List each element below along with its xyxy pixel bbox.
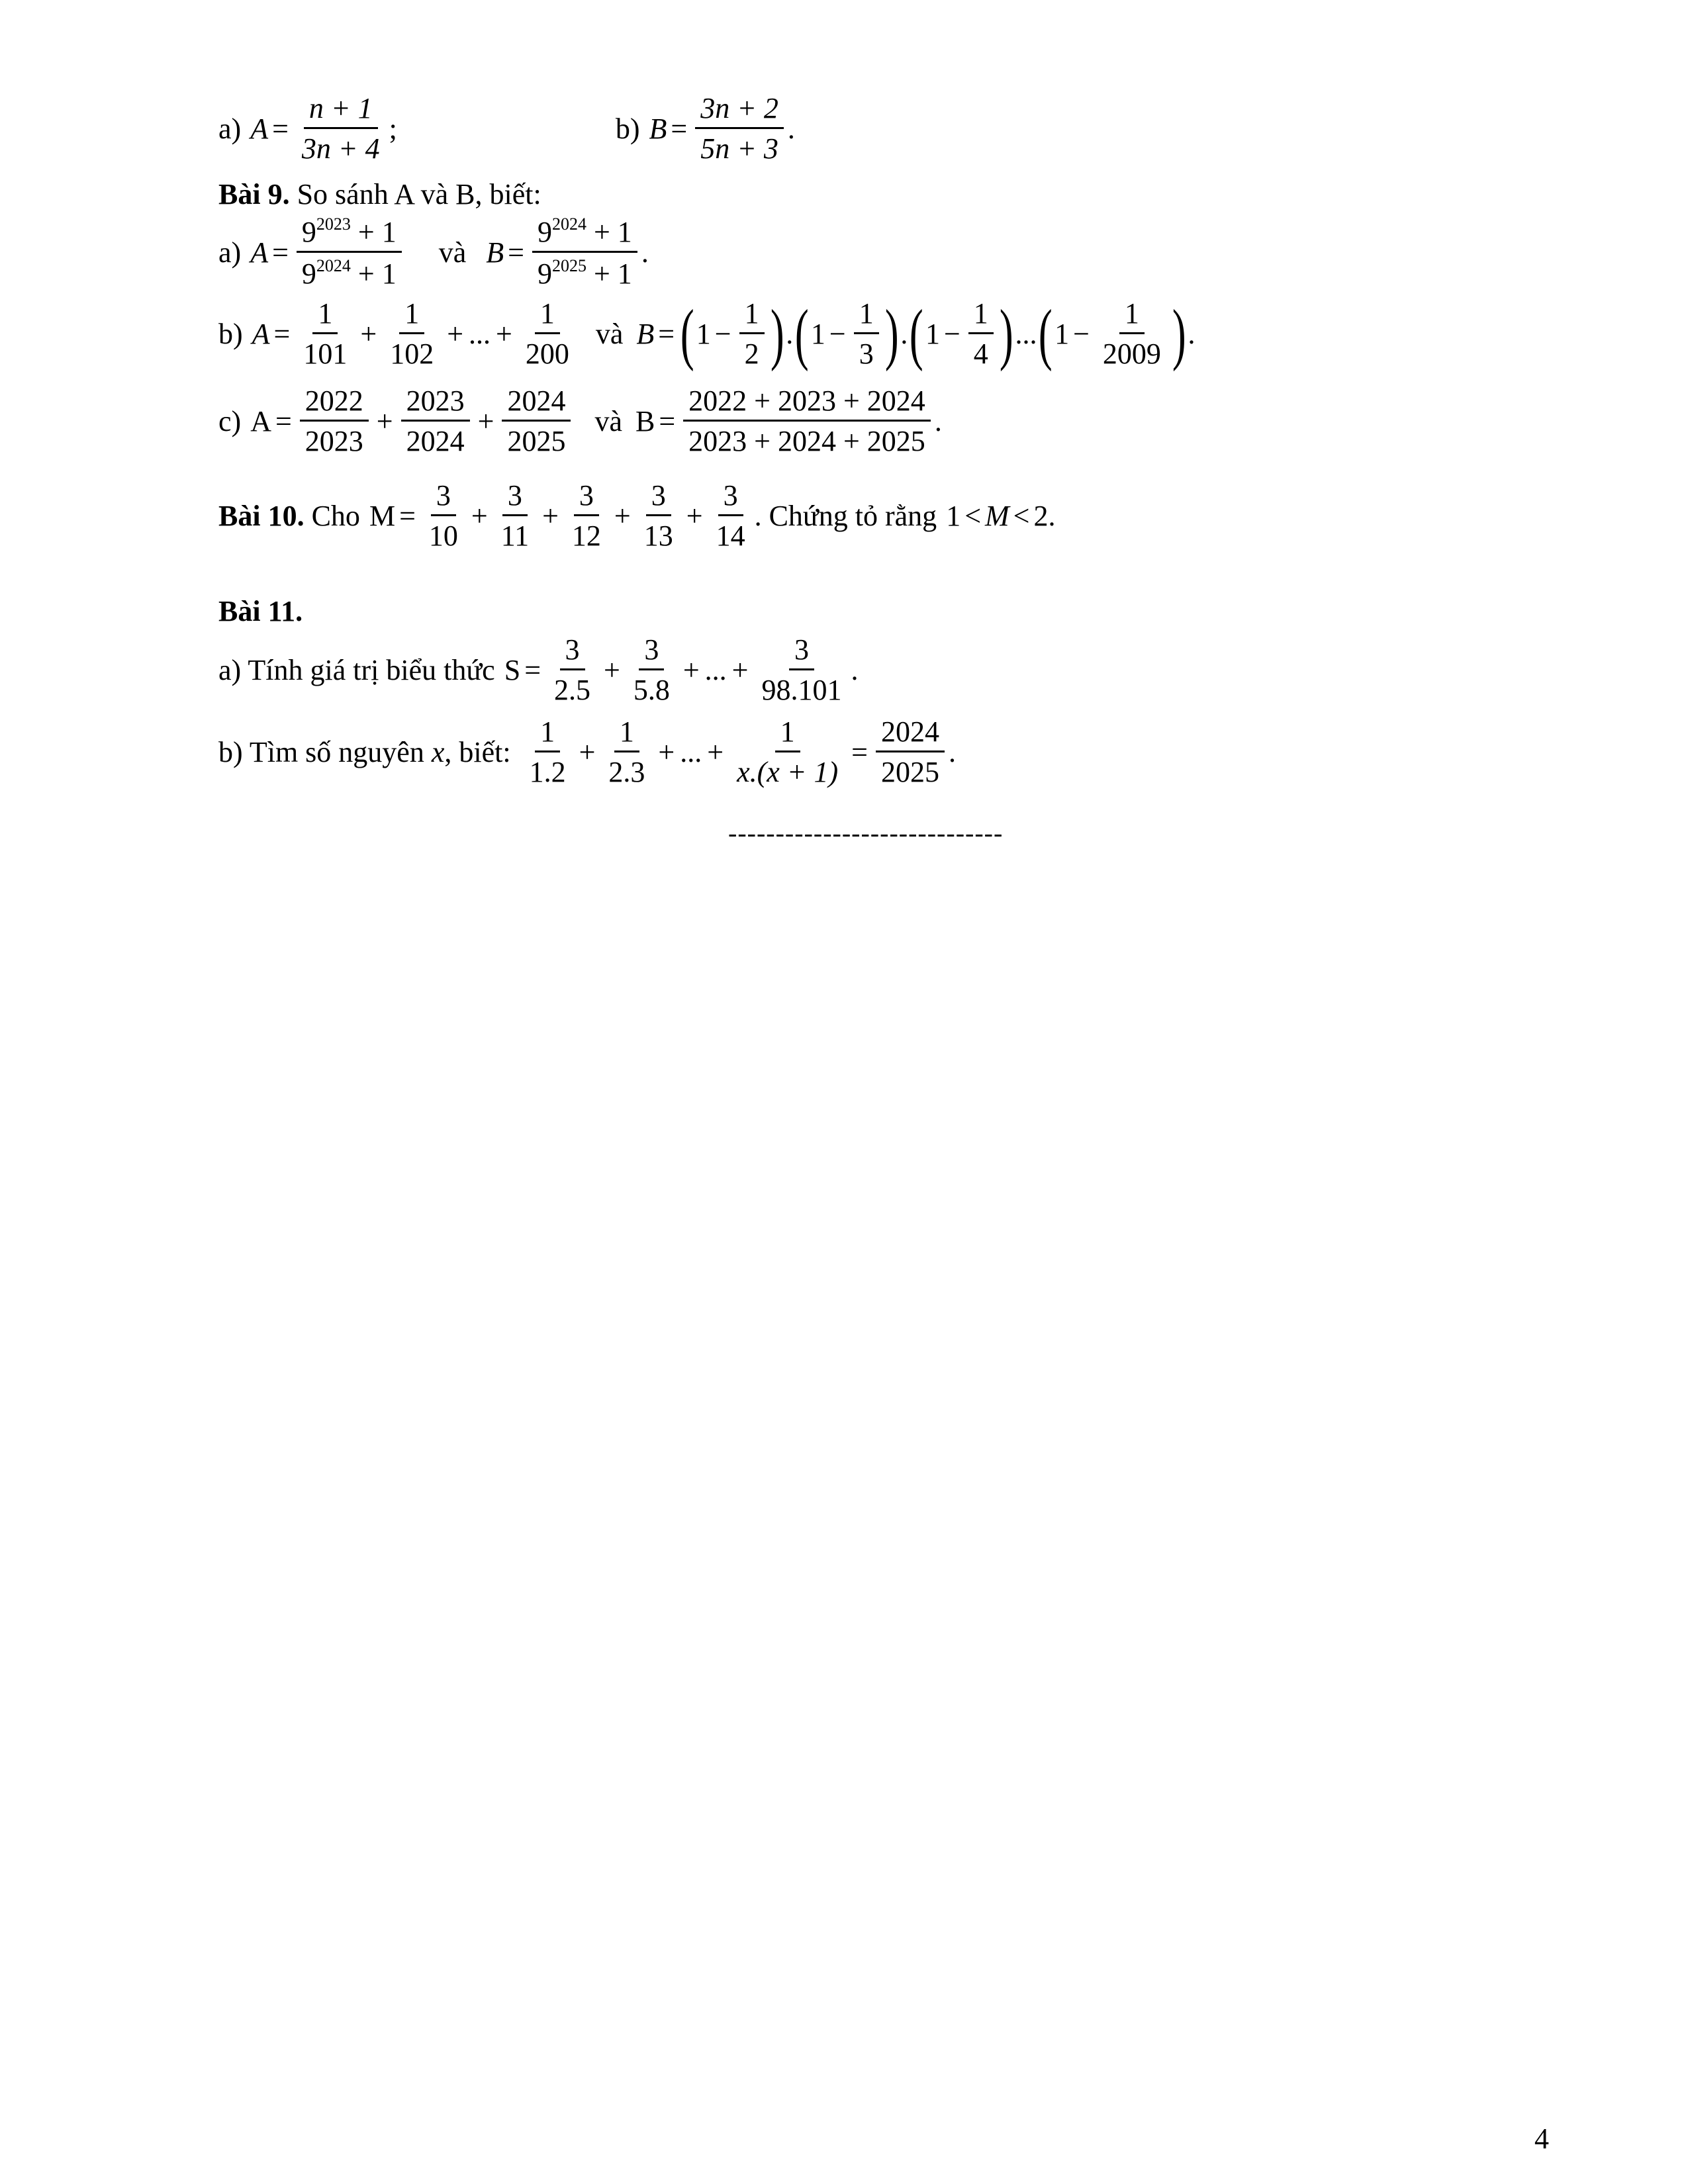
p11b-term-3 xyxy=(731,716,843,789)
p8-b-fraction xyxy=(695,93,784,165)
numerator: 1 xyxy=(968,298,994,334)
p8-b-end: . xyxy=(787,113,795,146)
p9c-A-term-1 xyxy=(300,385,369,458)
p9a-A-numerator: $9^{2023} + 1$ xyxy=(297,215,402,253)
p11a-end: . xyxy=(851,654,859,687)
p9a-A-denominator: $9^{2024} + 1$ xyxy=(301,256,397,291)
numerator: 3 xyxy=(502,480,528,516)
plus-sign: + xyxy=(579,736,596,769)
p9b-va: và xyxy=(595,318,624,351)
p9a-B: B xyxy=(486,236,504,269)
minus-sign: − xyxy=(829,318,846,351)
p9a-label: a) xyxy=(218,236,242,269)
p11a-text: a) Tính giá trị biểu thức xyxy=(218,654,495,687)
page-number: 4 xyxy=(1534,2122,1549,2155)
p10-M: M xyxy=(369,500,396,533)
p11a-term-3 xyxy=(757,634,847,707)
equals-sign: = xyxy=(272,236,289,269)
p9b-A: A xyxy=(252,318,270,351)
problem-11-heading xyxy=(218,594,303,628)
numerator: 3 xyxy=(718,480,743,516)
p8-b-denominator: 5n + 3 xyxy=(700,132,778,165)
numerator: 2023 xyxy=(401,385,470,422)
numerator: 1 xyxy=(312,298,338,334)
numerator: 1 xyxy=(399,298,424,334)
p9c-B-fraction xyxy=(683,385,931,458)
numerator: 1 xyxy=(854,298,879,334)
p9b-B-factor-4 xyxy=(1098,298,1166,371)
p11a-S: S xyxy=(504,654,521,687)
p9a-end: . xyxy=(641,236,649,269)
numerator: 1 xyxy=(739,298,765,334)
p9c-A-term-3 xyxy=(502,385,571,458)
p8-a-denominator: 3n + 4 xyxy=(301,132,380,165)
problem-9-title: Bài 9. xyxy=(218,178,290,210)
p9a-B-fraction xyxy=(532,215,637,291)
numerator: 1 xyxy=(1119,298,1145,334)
plus-sign: + xyxy=(447,318,464,351)
numerator: 3 xyxy=(789,634,814,670)
numerator: 2022 xyxy=(300,385,369,422)
p9c-A: A xyxy=(250,405,271,438)
problem-11-title: Bài 11. xyxy=(218,595,303,627)
left-paren: ( xyxy=(910,295,924,372)
denominator: 1.2 xyxy=(529,756,566,789)
p9b-A-term-2 xyxy=(385,298,439,371)
p9b-label: b) xyxy=(218,318,243,351)
equals-sign: = xyxy=(659,405,676,438)
plus-sign: + xyxy=(614,500,631,533)
p9c-label: c) xyxy=(218,405,242,438)
one: 1 xyxy=(810,318,825,351)
ellipsis: ... xyxy=(1015,318,1037,351)
denominator: 2.5 xyxy=(554,674,591,707)
equals-sign: = xyxy=(273,318,291,351)
denominator: x.(x + 1) xyxy=(737,756,839,789)
denominator: 3 xyxy=(859,338,874,371)
numerator: 1 xyxy=(614,716,639,752)
dot-operator: . xyxy=(786,318,794,351)
less-than-sign: < xyxy=(1013,500,1030,533)
ellipsis: ... xyxy=(469,318,491,351)
denominator: 2025 xyxy=(507,425,566,458)
p9b-B-factor-1 xyxy=(739,298,765,371)
minus-sign: − xyxy=(943,318,961,351)
p11a-term-2 xyxy=(628,634,675,707)
p11a-term-1 xyxy=(549,634,596,707)
right-paren: ) xyxy=(1172,295,1186,372)
p10-term-3 xyxy=(567,480,606,553)
p9b-B-factor-2 xyxy=(854,298,879,371)
denominator: 101 xyxy=(303,338,348,371)
p9b-A-term-1 xyxy=(298,298,352,371)
p8-a-var: A xyxy=(250,113,269,146)
denominator: 13 xyxy=(643,520,673,553)
p8-a-numerator: n + 1 xyxy=(304,93,378,129)
p8-b-label: b) xyxy=(615,113,640,146)
p10-text: . Chứng tỏ rằng xyxy=(754,500,937,533)
problem-10-cho: Cho xyxy=(304,500,360,533)
plus-sign: + xyxy=(471,500,488,533)
denominator: 200 xyxy=(525,338,569,371)
numerator: 2022 + 2023 + 2024 xyxy=(683,385,931,422)
minus-sign: − xyxy=(714,318,731,351)
one: 1 xyxy=(925,318,940,351)
problem-9-text: So sánh A và B, biết: xyxy=(289,178,541,210)
p9c-end: . xyxy=(934,405,942,438)
p8-a-end: ; xyxy=(389,113,397,146)
numerator: 1 xyxy=(775,716,800,752)
denominator: 102 xyxy=(390,338,434,371)
plus-sign: + xyxy=(658,736,675,769)
p9c-va: và xyxy=(594,405,622,438)
numerator: 3 xyxy=(646,480,671,516)
equals-sign: = xyxy=(399,500,416,533)
problem-9b-line xyxy=(218,295,1196,372)
problem-9c-line xyxy=(218,385,942,458)
problem-8-line xyxy=(218,93,795,165)
right-paren: ) xyxy=(999,295,1013,372)
denominator: 12 xyxy=(571,520,601,553)
problem-11a-line xyxy=(218,634,859,707)
p9b-end: . xyxy=(1188,318,1196,351)
p11b-x: x xyxy=(431,736,445,769)
denominator: 4 xyxy=(973,338,988,371)
p9c-B: B xyxy=(635,405,655,438)
right-paren: ) xyxy=(770,295,784,372)
plus-sign: + xyxy=(542,500,559,533)
denominator: 2023 + 2024 + 2025 xyxy=(688,425,925,458)
end-separator: ----------------------------- xyxy=(728,818,1004,848)
denominator: 2025 xyxy=(880,756,939,789)
p11b-term-2 xyxy=(603,716,650,789)
numerator: 2024 xyxy=(502,385,571,422)
plus-sign: + xyxy=(360,318,377,351)
p8-a-label: a) xyxy=(218,113,242,146)
p9a-A: A xyxy=(250,236,269,269)
plus-sign: + xyxy=(604,654,620,687)
p10-ineq-2: 2. xyxy=(1033,500,1056,533)
minus-sign: − xyxy=(1073,318,1090,351)
p10-term-1 xyxy=(424,480,463,553)
numerator: 2024 xyxy=(876,716,945,752)
p10-ineq-M: M xyxy=(985,500,1009,533)
numerator: 1 xyxy=(535,716,560,752)
denominator: 5.8 xyxy=(633,674,670,707)
numerator: 3 xyxy=(560,634,585,670)
less-than-sign: < xyxy=(964,500,982,533)
p9b-B: B xyxy=(636,318,655,351)
denominator: 2.3 xyxy=(608,756,645,789)
p10-term-5 xyxy=(711,480,751,553)
plus-sign: + xyxy=(731,654,749,687)
numerator: 3 xyxy=(639,634,664,670)
p10-ineq-1: 1 xyxy=(946,500,961,533)
plus-sign: + xyxy=(682,654,700,687)
plus-sign: + xyxy=(707,736,724,769)
ellipsis: ... xyxy=(680,736,702,769)
denominator: 11 xyxy=(500,520,530,553)
equals-sign: = xyxy=(524,654,541,687)
p11b-end: . xyxy=(948,736,956,769)
p11b-term-1 xyxy=(524,716,571,789)
denominator: 14 xyxy=(716,520,745,553)
numerator: 3 xyxy=(431,480,456,516)
p9c-A-term-2 xyxy=(401,385,470,458)
left-paren: ( xyxy=(795,295,809,372)
p9a-B-numerator: $9^{2024} + 1$ xyxy=(532,215,637,253)
p8-a-fraction xyxy=(297,93,385,165)
denominator: 2023 xyxy=(305,425,363,458)
equals-sign: = xyxy=(851,736,868,769)
p10-term-4 xyxy=(639,480,679,553)
problem-10-line xyxy=(218,480,1056,553)
equals-sign: = xyxy=(671,113,688,146)
left-paren: ( xyxy=(1039,295,1053,372)
equals-sign: = xyxy=(272,113,289,146)
right-paren: ) xyxy=(884,295,899,372)
p11b-rhs xyxy=(876,716,945,789)
denominator: 2009 xyxy=(1102,338,1161,371)
problem-10-title: Bài 10. xyxy=(218,500,305,533)
p11b-text-1: b) Tìm số nguyên xyxy=(218,736,432,769)
denominator: 2 xyxy=(744,338,759,371)
left-paren: ( xyxy=(680,295,694,372)
plus-sign: + xyxy=(496,318,512,351)
p11b-text-2: , biết: xyxy=(444,736,511,769)
p9a-B-denominator: $9^{2025} + 1$ xyxy=(537,256,632,291)
denominator: 10 xyxy=(428,520,458,553)
p8-b-numerator: 3n + 2 xyxy=(695,93,784,129)
dot-operator: . xyxy=(900,318,908,351)
p9a-va: và xyxy=(438,236,467,269)
equals-sign: = xyxy=(275,405,292,438)
problem-9-heading xyxy=(218,177,541,211)
problem-9a-line xyxy=(218,215,649,291)
one: 1 xyxy=(1055,318,1070,351)
one: 1 xyxy=(696,318,711,351)
equals-sign: = xyxy=(658,318,675,351)
numerator: 3 xyxy=(574,480,599,516)
denominator: 98.101 xyxy=(761,674,842,707)
problem-11b-line xyxy=(218,716,956,789)
denominator: 2024 xyxy=(406,425,465,458)
numerator: 1 xyxy=(535,298,560,334)
p10-term-2 xyxy=(496,480,534,553)
plus-sign: + xyxy=(686,500,703,533)
p9b-A-term-3 xyxy=(520,298,575,371)
p9b-B-factor-3 xyxy=(968,298,994,371)
p9a-A-fraction xyxy=(297,215,402,291)
ellipsis: ... xyxy=(704,654,727,687)
p8-b-var: B xyxy=(649,113,667,146)
plus-sign: + xyxy=(376,405,393,438)
equals-sign: = xyxy=(508,236,524,269)
plus-sign: + xyxy=(477,405,494,438)
